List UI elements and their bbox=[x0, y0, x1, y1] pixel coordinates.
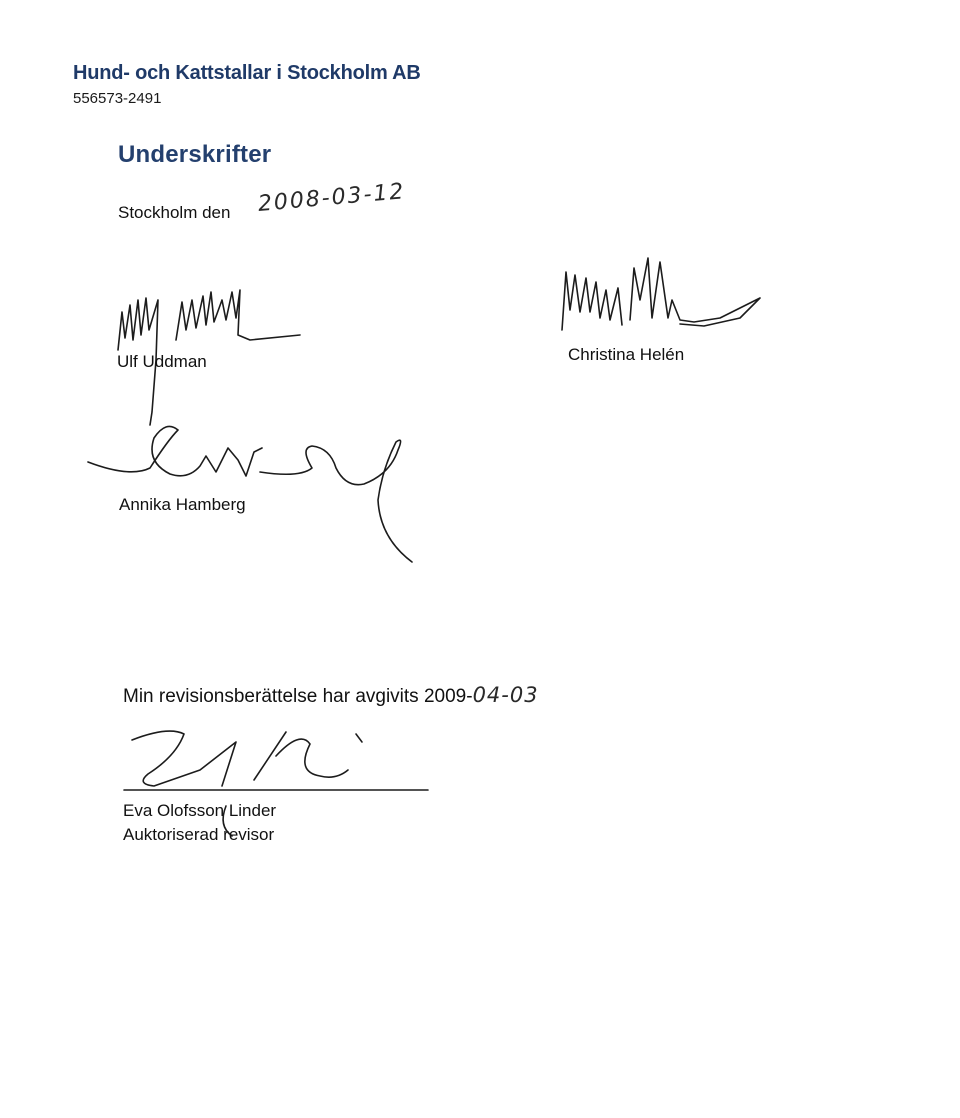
company-name: Hund- och Kattstallar i Stockholm AB bbox=[73, 62, 421, 84]
place-label: Stockholm den bbox=[118, 203, 231, 222]
handwritten-date: 2008-03-12 bbox=[256, 179, 407, 217]
auditor-title: Auktoriserad revisor bbox=[123, 825, 275, 844]
signatory-name: Ulf Uddman bbox=[117, 352, 207, 371]
org-number: 556573-2491 bbox=[73, 90, 162, 107]
audit-handwritten-date: 04-03 bbox=[472, 683, 539, 707]
signatory-name: Annika Hamberg bbox=[119, 495, 246, 514]
signatory-name: Christina Helén bbox=[568, 345, 685, 364]
page-title: Underskrifter bbox=[118, 141, 272, 168]
auditor-name: Eva Olofsson Linder bbox=[123, 801, 277, 820]
audit-statement-text: Min revisionsberättelse har avgivits 2009- bbox=[123, 686, 473, 707]
